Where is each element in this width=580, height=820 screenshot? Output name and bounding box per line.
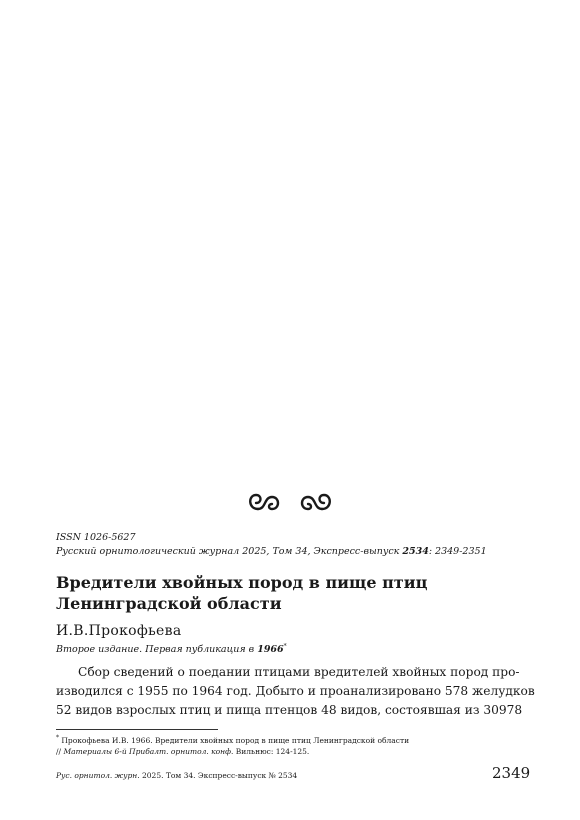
floral-scroll-left-icon (250, 495, 278, 509)
title-line-2: Ленинградской области (56, 594, 282, 613)
footnote-line-1 (56, 736, 409, 746)
floral-scroll-right-icon (302, 495, 330, 509)
edition-year: 1966 (257, 644, 284, 655)
journal-citation (56, 546, 487, 558)
issn: ISSN 1026-5627 (56, 532, 136, 543)
footnote-mark: * (56, 734, 59, 742)
edition-note (56, 644, 287, 656)
body-text-line: изводился с 1955 по 1964 год. Добыто и проанализировано 578 желудков (56, 684, 535, 698)
footnote-prefix: // (56, 747, 64, 756)
body-text-line: 52 видов взрослых птиц и пища птенцов 48 видов, состоявшая из 30978 (56, 703, 523, 717)
page-range: : 2349-2351 (428, 546, 487, 557)
edition-text: Второе издание. Первая публикация в (56, 644, 258, 655)
footnote-suffix: Вильнюс: 124-125. (233, 747, 310, 756)
journal-name: Русский орнитологический журнал 2025, Том 34, Экспресс-выпуск (56, 546, 403, 557)
footer-issue: 2025. Том 34. Экспресс-выпуск № 2534 (139, 771, 298, 780)
footnote-marker: * (283, 642, 287, 650)
page-number: 2349 (492, 764, 531, 782)
footer-citation (56, 771, 297, 781)
article-title (56, 572, 526, 614)
author: И.В.Прокофьева (56, 623, 182, 639)
footnote-text: Прокофьева И.В. 1966. Вредители хвойных пород в пище птиц Ленинградской области (61, 736, 410, 745)
footnote-line-2 (56, 747, 309, 757)
footnote-divider (56, 729, 218, 730)
body-text-line: Сбор сведений о поедании птицами вредителей хвойных пород про- (78, 665, 520, 679)
footnote-source: Материалы 6-й Прибалт. орнитол. конф. (63, 747, 234, 756)
ornament-divider (244, 489, 336, 515)
footer-journal: Рус. орнитол. журн. (56, 771, 140, 780)
title-line-1: Вредители хвойных пород в пище птиц (56, 573, 428, 592)
issue-number: 2534 (402, 546, 429, 557)
